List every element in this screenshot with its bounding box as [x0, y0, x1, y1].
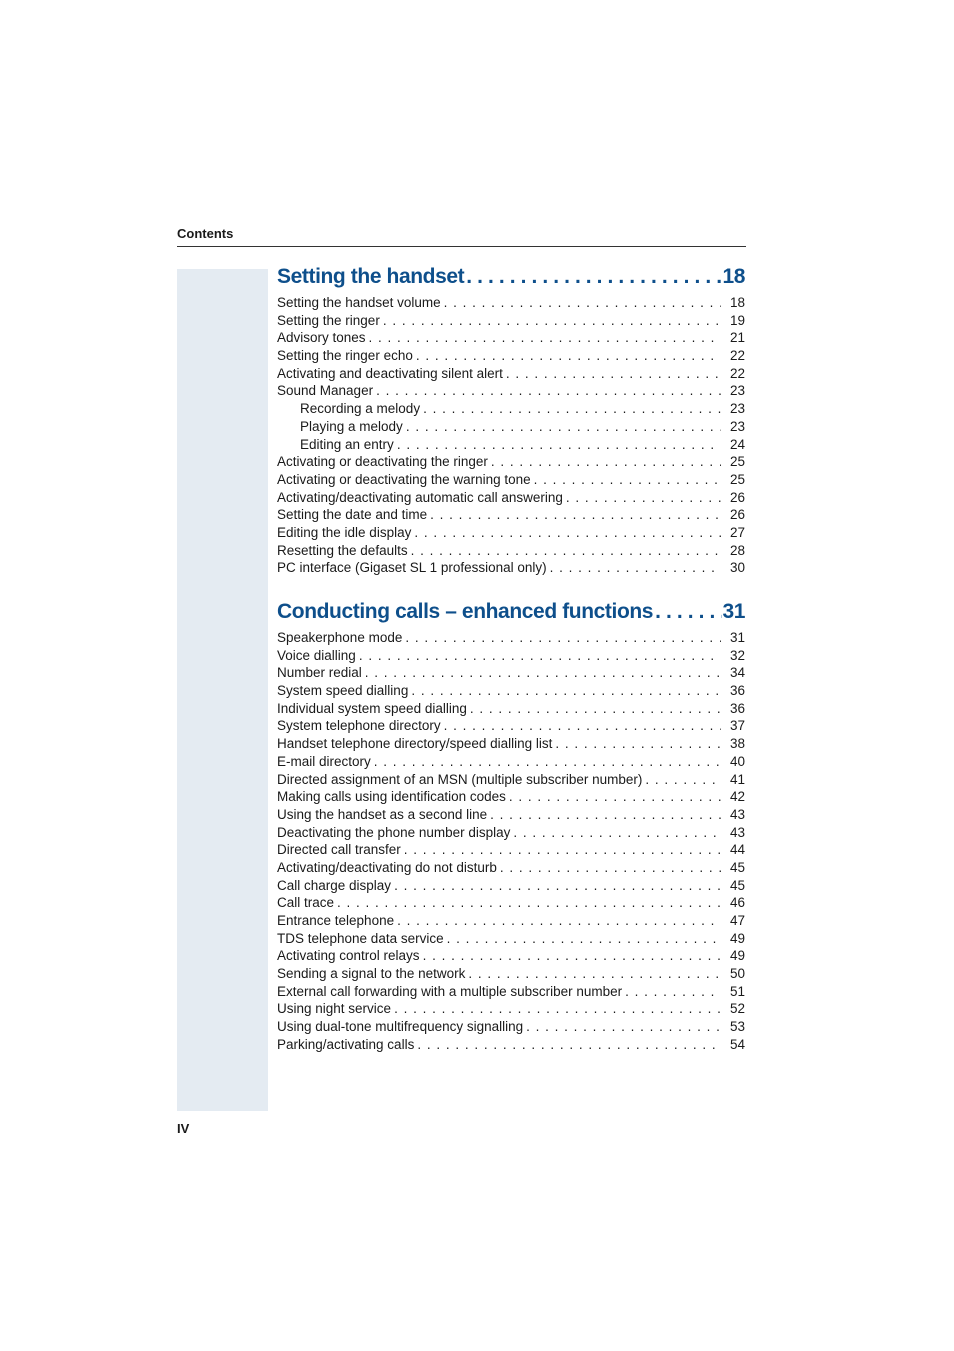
leader-dots [359, 647, 721, 665]
toc-entry-label: Number redial [277, 665, 362, 681]
toc-entry-label: Setting the handset volume [277, 295, 441, 310]
section-title[interactable] [277, 599, 745, 625]
leader-dots [394, 1000, 721, 1018]
toc-entry[interactable] [277, 312, 745, 330]
leader-dots [423, 400, 721, 418]
toc-entry-page-number: 36 [729, 683, 745, 699]
toc-entry[interactable] [277, 542, 745, 560]
toc-entry-label: Activating control relays [277, 948, 420, 964]
leader-dots [376, 382, 721, 400]
page-number: IV [177, 1121, 190, 1136]
toc-entry-label: External call forwarding with a multiple subscriber number [277, 983, 623, 999]
toc-entry[interactable] [277, 912, 745, 930]
toc-entry[interactable] [277, 524, 745, 542]
toc-entry[interactable] [277, 382, 745, 400]
leader-dots [444, 717, 721, 735]
toc-entries [277, 629, 745, 1054]
toc-entry[interactable] [277, 664, 745, 682]
toc-entry[interactable] [277, 806, 745, 824]
leader-dots [653, 599, 722, 625]
toc-entry[interactable] [277, 453, 745, 471]
toc-entry[interactable] [277, 559, 745, 577]
toc-entry[interactable] [277, 894, 745, 912]
toc-entry-label: Setting the ringer [277, 312, 380, 328]
toc-entry[interactable] [277, 1000, 745, 1018]
leader-dots [506, 365, 721, 383]
toc-entry-page-number: 26 [729, 507, 745, 523]
header-rule [177, 246, 746, 247]
leader-dots [369, 329, 721, 347]
leader-dots [566, 489, 721, 507]
toc-entry[interactable] [277, 717, 745, 735]
running-header: Contents [177, 226, 234, 241]
toc-entry-label: Editing an entry [300, 436, 394, 452]
leader-dots [416, 347, 721, 365]
toc-entry-label: TDS telephone data service [277, 930, 444, 946]
toc-entry-page-number: 37 [729, 718, 745, 734]
toc-entry-label: Parking/activating calls [277, 1036, 415, 1052]
toc-entry[interactable] [277, 877, 745, 895]
leader-dots [397, 912, 721, 930]
toc-entry-page-number: 50 [729, 966, 745, 982]
toc-entry[interactable] [277, 329, 745, 347]
toc-entry-page-number: 21 [729, 330, 745, 346]
toc-entry-label: Activating/deactivating do not disturb [277, 859, 497, 875]
leader-dots [411, 682, 721, 700]
toc-entry-label: System telephone directory [277, 718, 441, 734]
toc-entry[interactable] [277, 506, 745, 524]
toc-entry-page-number: 40 [729, 753, 745, 769]
toc-entry-page-number: 24 [729, 436, 745, 452]
leader-dots [645, 771, 721, 789]
toc-entry-label: Activating and deactivating silent alert [277, 365, 503, 381]
toc-entry-label: PC interface (Gigaset SL 1 professional only) [277, 560, 547, 576]
toc-entry-label: E-mail directory [277, 753, 371, 769]
leader-dots [490, 806, 721, 824]
toc-entry-label: Individual system speed dialling [277, 700, 467, 716]
toc-entry-page-number: 46 [729, 895, 745, 911]
section-title-text: Setting the handset [277, 265, 465, 288]
toc-entry[interactable] [277, 859, 745, 877]
section-title-text: Conducting calls – enhanced functions [277, 600, 654, 623]
toc-entry[interactable] [277, 983, 745, 1001]
toc-entry[interactable] [277, 947, 745, 965]
toc-entry-label: Setting the ringer echo [277, 348, 413, 364]
toc-entry-label: Editing the idle display [277, 524, 412, 540]
toc-entry-page-number: 31 [729, 630, 745, 645]
leader-dots [365, 664, 721, 682]
toc-entry[interactable] [277, 965, 745, 983]
leader-dots [464, 264, 722, 290]
toc-entry-label: Using the handset as a second line [277, 806, 488, 822]
toc-entry-label: Resetting the defaults [277, 542, 408, 558]
leader-dots [404, 841, 721, 859]
toc-entry-page-number: 52 [729, 1001, 745, 1017]
leader-dots [417, 1036, 721, 1054]
toc-entry-page-number: 47 [729, 913, 745, 928]
leader-dots [491, 453, 721, 471]
leader-dots [513, 824, 721, 842]
toc-entry[interactable] [277, 471, 745, 489]
toc-entry-page-number: 27 [729, 524, 745, 540]
toc-entry[interactable] [277, 771, 745, 789]
toc-entry[interactable] [277, 647, 745, 665]
leader-dots [394, 877, 721, 895]
toc-entry-label: Directed call transfer [277, 842, 401, 858]
toc-entry-page-number: 54 [729, 1036, 745, 1052]
toc-entry-label: Activating/deactivating automatic call answering [277, 489, 563, 505]
leader-dots [500, 859, 721, 877]
leader-dots [526, 1018, 721, 1036]
leader-dots [374, 753, 721, 771]
toc-entry[interactable] [277, 841, 745, 859]
leader-dots [509, 788, 721, 806]
toc-entry[interactable] [277, 1036, 745, 1054]
toc-entry[interactable] [277, 1018, 745, 1036]
leader-dots [383, 312, 721, 330]
toc-entry-label: Sound Manager [277, 383, 374, 399]
toc-entry-page-number: 49 [729, 948, 745, 964]
leader-dots [550, 559, 721, 577]
toc-entry[interactable] [277, 700, 745, 718]
section-title[interactable] [277, 264, 745, 290]
toc-entry-label: Recording a melody [300, 401, 421, 417]
toc-entry-label: Call charge display [277, 877, 392, 893]
toc-entry-label: Call trace [277, 895, 335, 911]
toc-entry-page-number: 43 [729, 806, 745, 822]
toc-entry-label: Making calls using identification codes [277, 789, 506, 805]
toc-entry-label: Entrance telephone [277, 913, 395, 928]
toc-entry-label: Advisory tones [277, 330, 366, 346]
toc-entry-label: Using dual-tone multifrequency signalling [277, 1019, 524, 1035]
toc-entry-page-number: 23 [729, 383, 745, 399]
section-page-number: 31 [722, 600, 745, 623]
toc-entry-page-number: 22 [729, 348, 745, 364]
toc-entry-page-number: 38 [729, 736, 745, 752]
toc-entry-page-number: 26 [729, 489, 745, 505]
toc-entry-page-number: 23 [729, 418, 745, 434]
toc-entry-label: Activating or deactivating the ringer [277, 454, 488, 470]
leader-dots [447, 930, 721, 948]
leader-dots [625, 983, 721, 1001]
toc-entry-page-number: 51 [729, 983, 745, 999]
toc-entry-page-number: 25 [729, 454, 745, 470]
toc-entry-page-number: 36 [729, 700, 745, 716]
toc-entry-page-number: 44 [729, 842, 745, 858]
toc-entry[interactable] [277, 489, 745, 507]
toc-entry-label: Sending a signal to the network [277, 966, 466, 982]
toc-entry[interactable] [277, 365, 745, 383]
toc-entry[interactable] [277, 347, 745, 365]
leader-dots [430, 506, 721, 524]
toc-entry[interactable] [277, 629, 745, 647]
toc-entry[interactable] [277, 824, 745, 842]
toc-entry[interactable] [277, 930, 745, 948]
toc-entry-page-number: 43 [729, 824, 745, 840]
leader-dots [411, 542, 721, 560]
toc-section-conducting-calls [277, 599, 745, 1054]
toc-entry[interactable] [277, 400, 745, 418]
toc-entry-label: Deactivating the phone number display [277, 824, 511, 840]
toc-section-setting-handset [277, 264, 745, 577]
toc-entry-page-number: 28 [729, 542, 745, 558]
toc-entries [277, 294, 745, 577]
leader-dots [555, 735, 721, 753]
section-page-number: 18 [722, 265, 745, 288]
toc-entry-page-number: 34 [729, 665, 745, 681]
toc-entry[interactable] [277, 294, 745, 312]
toc-entry-page-number: 53 [729, 1019, 745, 1035]
toc-entry-label: Playing a melody [300, 418, 403, 434]
leader-dots [534, 471, 721, 489]
toc-entry-label: Speakerphone mode [277, 630, 403, 645]
toc-entry-page-number: 25 [729, 471, 745, 487]
toc-entry-page-number: 18 [729, 295, 745, 310]
toc-entry-label: Voice dialling [277, 647, 356, 663]
toc-entry[interactable] [277, 682, 745, 700]
toc-entry-label: Directed assignment of an MSN (multiple subscriber number) [277, 771, 643, 787]
toc-entry-label: Setting the date and time [277, 507, 428, 523]
toc-entry-page-number: 45 [729, 877, 745, 893]
leader-dots [414, 524, 721, 542]
toc-entry-label: Activating or deactivating the warning tone [277, 471, 531, 487]
toc-entry-page-number: 30 [729, 560, 745, 576]
toc-entry-page-number: 19 [729, 312, 745, 328]
leader-dots [397, 436, 721, 454]
toc-entry[interactable] [277, 735, 745, 753]
leader-dots [444, 294, 721, 312]
toc-entry[interactable] [277, 418, 745, 436]
leader-dots [405, 629, 721, 647]
toc-entry[interactable] [277, 788, 745, 806]
toc-entry-page-number: 41 [729, 771, 745, 787]
toc-entry-page-number: 22 [729, 365, 745, 381]
toc-entry-label: Handset telephone directory/speed dialling list [277, 736, 553, 752]
leader-dots [470, 700, 721, 718]
sidebar-panel [177, 269, 268, 1111]
toc-entry-page-number: 42 [729, 789, 745, 805]
leader-dots [423, 947, 721, 965]
leader-dots [406, 418, 721, 436]
leader-dots [468, 965, 721, 983]
toc-entry-page-number: 32 [729, 647, 745, 663]
toc-entry-page-number: 49 [729, 930, 745, 946]
toc-entry-page-number: 23 [729, 401, 745, 417]
toc-entry[interactable] [277, 753, 745, 771]
toc-entry[interactable] [277, 436, 745, 454]
toc-entry-label: System speed dialling [277, 683, 409, 699]
toc-entry-label: Using night service [277, 1001, 392, 1017]
leader-dots [337, 894, 721, 912]
toc-entry-page-number: 45 [729, 859, 745, 875]
